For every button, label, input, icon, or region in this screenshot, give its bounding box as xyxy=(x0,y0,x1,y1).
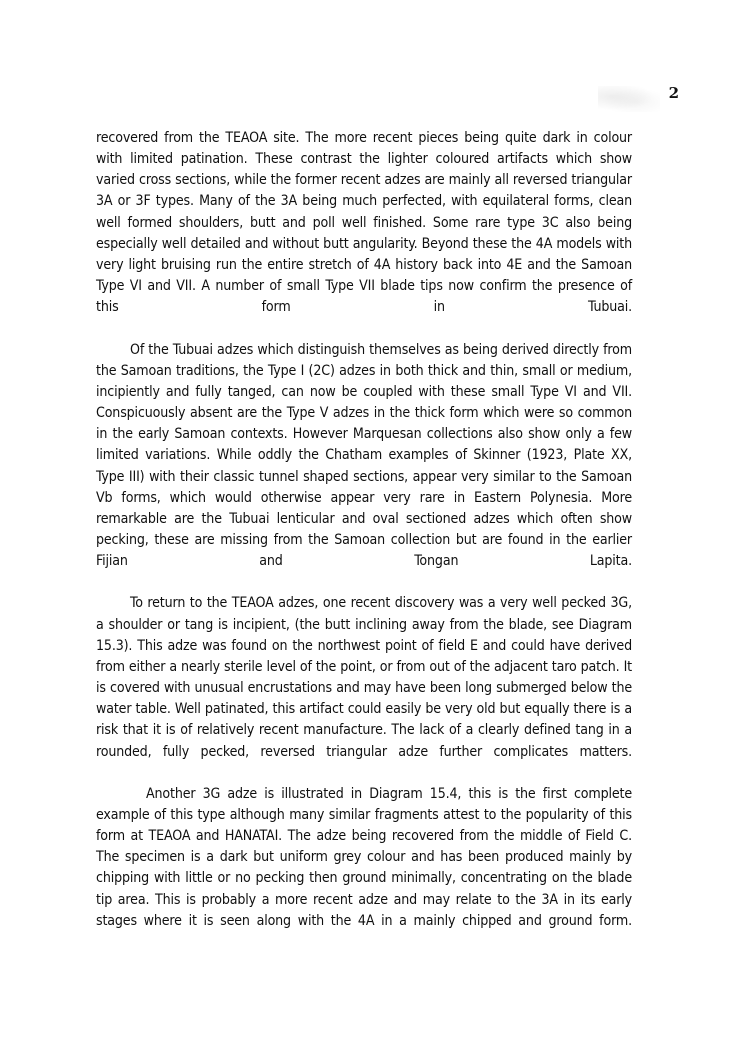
paragraph-2: Of the Tubuai adzes which distinguish themselves as being derived directly from the Samoan traditions, the Type I (2C) adzes in both thick and thin, small or medium, incipiently and fully tanged, can now be coupled with these small Type VI and VII. Conspicuously absent are the Type V adzes in the thick form which were so common in the early Samoan contexts. However Marquesan collections also show only a few limited variations. While oddly the Chatham examples of Skinner (1923, Plate XX, Type III) with their classic tunnel shaped sections, appear very similar to the Samoan Vb forms, which would otherwise appear very rare in Eastern Polynesia. More remarkable are the Tubuai lenticular and oval sectioned adzes which often show pecking, these are missing from the Samoan collection but are found in the earlier Fijian and Tongan Lapita. xyxy=(96,341,632,570)
paragraph-3: To return to the TEAOA adzes, one recent discovery was a very well pecked 3G, a shoulder or tang is incipient, (the butt inclining away from the blade, see Diagram 15.3). This adze was found on the northwest point of field E and could have derived from either a nearly sterile level of the point, or from out of the adjacent taro patch. It is covered with unusual encrustations and may have been long submerged below the water table. Well patinated, this artifact could easily be very old but equally there is a risk that it is of relatively recent manufacture. The lack of a clearly defined tang in a rounded, fully pecked, reversed triangular adze further complicates matters. xyxy=(96,595,632,760)
page-number: 2 xyxy=(668,84,679,102)
body-text-block xyxy=(96,128,632,953)
paragraph-1: recovered from the TEAOA site. The more recent pieces being quite dark in colour with limited patination. These contrast the lighter coloured artifacts which show varied cross sections, while the former recent adzes are mainly all reversed triangular 3A or 3F types. Many of the 3A being much perfected, with equilateral forms, clean well formed shoulders, butt and poll well finished. Some rare type 3C also being especially well detailed and without butt angularity. Beyond these the 4A models with very light bruising run the entire stretch of 4A history back into 4E and the Samoan Type VI and VII. A number of small Type VII blade tips now confirm the presence of this form in Tubuai. xyxy=(96,130,632,316)
paragraph-4: Another 3G adze is illustrated in Diagram 15.4, this is the first complete example of this type although many similar fragments attest to the popularity of this form at TEAOA and HANATAI. The adze being recovered from the middle of Field C. The specimen is a dark but uniform grey colour and has been produced mainly by chipping with little or no pecking then ground minimally, concentrating on the blade tip area. This is probably a more recent adze and may relate to the 3A in its early stages where it is seen along with the 4A in a mainly chipped and ground form. xyxy=(96,785,632,929)
